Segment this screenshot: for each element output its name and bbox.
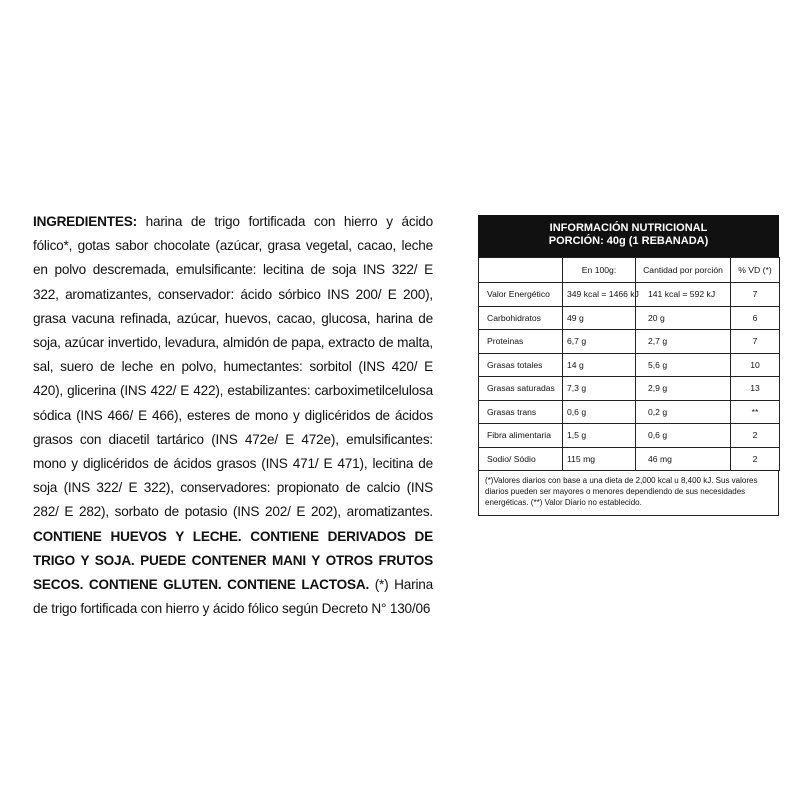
nutrient-name: Valor Energético	[479, 283, 563, 307]
table-row	[479, 447, 780, 471]
ingredients-text: harina de trigo fortificada con hierro y ácido fólico*, gotas sabor chocolate (azúcar, grasa vegetal, cacao, leche en polvo descremada, emulsificante: lecitina de soja INS 322/ E 322, aromatizantes, conservador: ácido sórbico INS 200/ E 200), grasa vacuna refinada, azúcar, huevos, cacao, glucosa, harina de soja, azúcar invertido, levadura, almidón de papa, extracto de malta, sal, suero de leche en polvo, humectantes: sorbitol (INS 420/ E 420), glicerina (INS 422/ E 422), estabilizantes: carboximetilcelulosa sódica (INS 466/ E 466), esteres de mono y diglicéridos de ácidos grasos con diacetil tartárico (INS 472e/ E 472e), emulsificantes: mono y diglicéridos de ácidos grasos (INS 471/ E 471), lecitina de soja (INS 322/ E 322), conservadores: propionato de calcio (INS 282/ E 282), sorbato de potasio (INS 202/ E 202), aromatizantes.	[33, 214, 433, 520]
per100g-value: 0,6 g	[563, 400, 636, 424]
daily-value: 2	[731, 447, 780, 471]
nutrition-title: INFORMACIÓN NUTRICIONAL	[549, 222, 708, 234]
nutrient-name: Fibra alimentaria	[479, 424, 563, 448]
table-row	[479, 400, 780, 424]
daily-value: 2	[731, 424, 780, 448]
per-portion-value: 141 kcal = 592 kJ	[636, 283, 731, 307]
nutrition-header-row	[479, 258, 780, 283]
daily-value: 7	[731, 283, 780, 307]
table-row	[479, 424, 780, 448]
table-row	[479, 353, 780, 377]
per100g-value: 115 mg	[563, 447, 636, 471]
ingredients-block	[33, 210, 433, 621]
per100g-value: 49 g	[563, 306, 636, 330]
per100g-value: 7,3 g	[563, 377, 636, 401]
header-cell-nutrient	[479, 258, 563, 283]
per-portion-value: 0,6 g	[636, 424, 731, 448]
daily-value: **	[731, 400, 780, 424]
per100g-value: 1,5 g	[563, 424, 636, 448]
table-row	[479, 306, 780, 330]
per-portion-value: 5,6 g	[636, 353, 731, 377]
nutrition-facts-panel	[478, 215, 779, 516]
daily-value: 7	[731, 330, 780, 354]
nutrient-name: Carbohidratos	[479, 306, 563, 330]
per-portion-value: 20 g	[636, 306, 731, 330]
daily-value: 10	[731, 353, 780, 377]
per100g-value: 6,7 g	[563, 330, 636, 354]
per-portion-value: 46 mg	[636, 447, 731, 471]
ingredients-label: INGREDIENTES:	[33, 214, 137, 229]
daily-value: 13	[731, 377, 780, 401]
nutrition-header	[478, 215, 779, 257]
nutrition-footnote: (*)Valores diarios con base a una dieta de 2,000 kcal u 8,400 kJ. Sus valores diarios pueden ser mayores o menores dependiendo de sus necesidades energéticas. (**) Valor Diario no establecido.	[478, 471, 779, 516]
table-row	[479, 330, 780, 354]
nutrition-table	[478, 257, 780, 471]
nutrient-name: Grasas totales	[479, 353, 563, 377]
daily-value: 6	[731, 306, 780, 330]
header-cell-per100g: En 100g:	[563, 258, 636, 283]
nutrient-name: Grasas saturadas	[479, 377, 563, 401]
table-row	[479, 283, 780, 307]
nutrient-name: Sodio/ Sódio	[479, 447, 563, 471]
nutrition-portion: PORCIÓN: 40g (1 REBANADA)	[548, 234, 709, 247]
per100g-value: 349 kcal = 1466 kJ	[563, 283, 636, 307]
per-portion-value: 2,9 g	[636, 377, 731, 401]
per-portion-value: 0,2 g	[636, 400, 731, 424]
fortification-note: (*) Harina de trigo fortificada con hierro y ácido fólico según Decreto N° 130/06	[33, 577, 433, 617]
per100g-value: 14 g	[563, 353, 636, 377]
nutrient-name: Proteinas	[479, 330, 563, 354]
nutrient-name: Grasas trans	[479, 400, 563, 424]
per-portion-value: 2,7 g	[636, 330, 731, 354]
table-row	[479, 377, 780, 401]
header-cell-daily-value: % VD (*)	[731, 258, 780, 283]
header-cell-per-portion: Cantidad por porción	[636, 258, 731, 283]
allergen-warning: CONTIENE HUEVOS Y LECHE. CONTIENE DERIVADOS DE TRIGO Y SOJA. PUEDE CONTENER MANI Y OTROS FRUTOS SECOS. CONTIENE GLUTEN. CONTIENE LACTOSA.	[33, 528, 433, 593]
